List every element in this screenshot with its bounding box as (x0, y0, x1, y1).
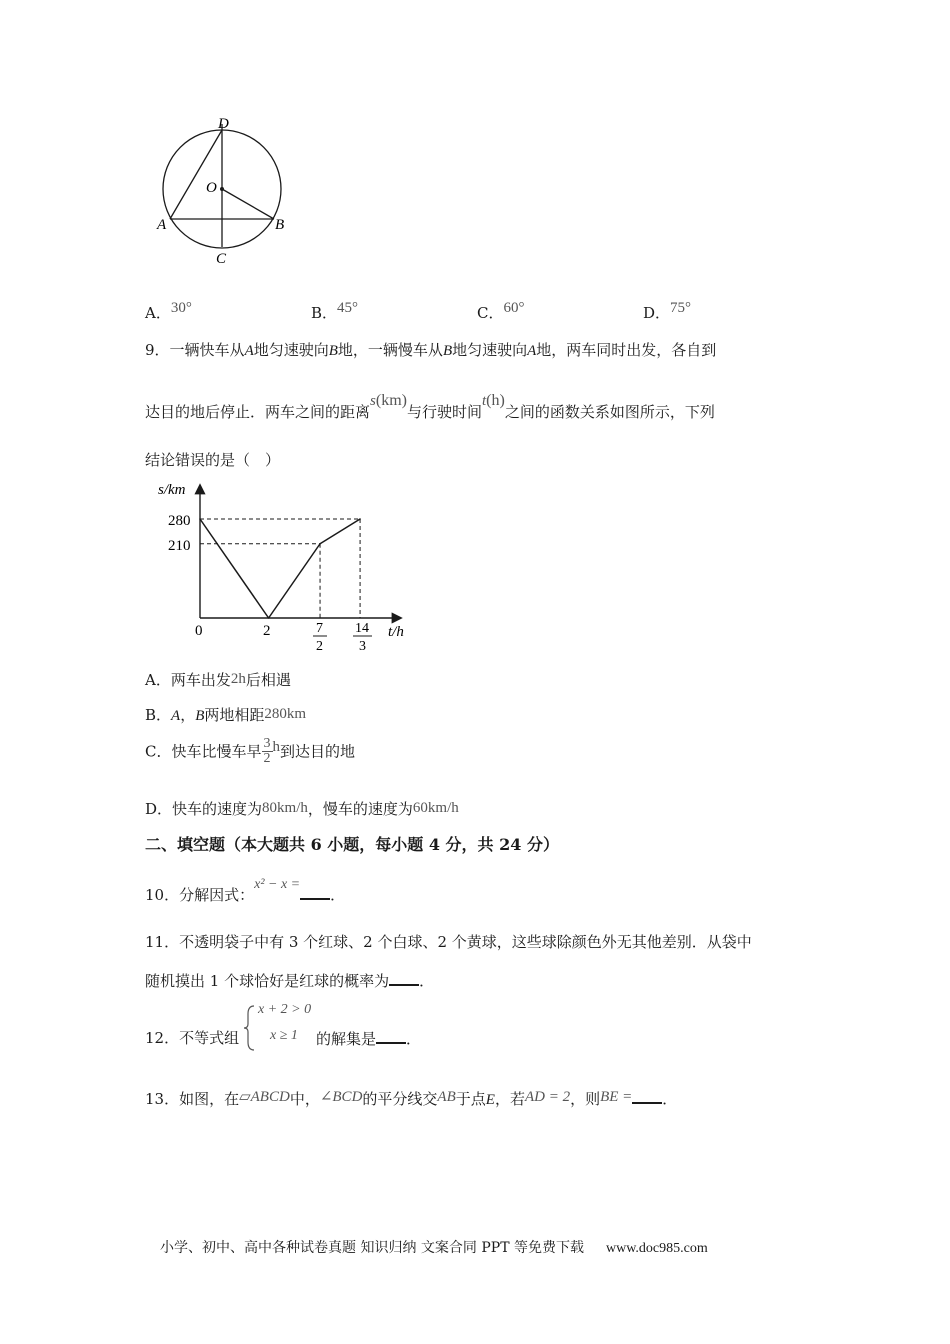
q9-line2: 达目的地后停止．两车之间的距离s(km)与行驶时间t(h)之间的函数关系如图所示，下列 (145, 392, 715, 421)
q11-line2: 随机摸出 1 个球恰好是红球的概率为 ． (145, 972, 435, 990)
circle-figure (150, 112, 300, 272)
chord-ad (170, 130, 222, 219)
q10: 10．分解因式：x² − x =． (145, 877, 346, 904)
q12-answer-blank[interactable] (376, 1028, 406, 1044)
distance-time-chart (150, 478, 420, 658)
q8-option-d[interactable]: D．75° (643, 300, 692, 322)
q12-inequality-2: x ≥ 1 (270, 1028, 298, 1043)
series-segment-2 (269, 544, 320, 618)
section-heading-fill-in: 二、填空题（本大题共 6 小题，每小题 4 分，共 24 分） (145, 835, 559, 854)
q8-option-c[interactable]: C．60° (477, 300, 525, 322)
center-point (220, 187, 224, 191)
footer (160, 1238, 708, 1259)
label-d: D (218, 116, 229, 132)
q8-option-a[interactable]: A．30° (145, 300, 192, 322)
q12-tail: 的解集是 ． (316, 1030, 422, 1048)
q13: 13．如图，在▱ABCD中，∠BCD的平分线交AB于点E，若AD = 2，则BE = ． (145, 1089, 678, 1108)
label-b: B (275, 217, 285, 233)
q9-option-a[interactable]: A．两车出发2h后相遇 (145, 671, 291, 689)
q9-option-c[interactable]: C．快车比慢车早 $\frac{3}{2}$ h到达目的地 (145, 736, 356, 766)
series-segment-3 (320, 519, 360, 544)
data-point-3 (319, 543, 321, 545)
q9-line3: 结论错误的是（ ） (145, 451, 281, 469)
y-axis-label: s/km (158, 482, 186, 498)
series-segment-1 (200, 519, 269, 618)
q10-answer-blank[interactable] (300, 884, 330, 900)
q13-answer-blank[interactable] (632, 1088, 662, 1104)
label-o: O (206, 180, 217, 196)
q9-line1: 9．一辆快车从A地匀速驶向B地，一辆慢车从B地匀速驶向A地，两车同时出发，各自到 (145, 341, 717, 359)
x-tick-7-num: 7 (316, 621, 323, 636)
q11-answer-blank[interactable] (389, 970, 419, 986)
footer-url[interactable]: www.doc985.com (605, 1241, 708, 1256)
q12-inequality-1: x + 2 > 0 (258, 1002, 312, 1017)
x-axis-label: t/h (388, 624, 404, 640)
x-tick-14-num: 14 (355, 621, 369, 636)
q12: 12．不等式组 (145, 1029, 240, 1047)
data-point-4 (359, 518, 361, 520)
q11-line1: 11．不透明袋子中有 3 个红球、2 个白球、2 个黄球，这些球除颜色外无其他差别．从袋中 (145, 933, 752, 951)
q12-brace (243, 1004, 257, 1052)
q8-option-b[interactable]: B．45° (311, 300, 359, 322)
y-tick-280: 280 (168, 513, 191, 529)
q9-option-d[interactable]: D．快车的速度为80km/h，慢车的速度为60km/h (145, 800, 459, 818)
q9-option-b[interactable]: B．A，B两地相距280km (145, 706, 307, 724)
x-tick-7-den: 2 (316, 639, 323, 654)
y-tick-210: 210 (168, 538, 191, 554)
radius-ob (222, 189, 274, 219)
data-point-1 (199, 518, 201, 520)
x-tick-14-den: 3 (359, 639, 366, 654)
x-tick-2: 2 (263, 623, 271, 639)
label-c: C (216, 251, 227, 267)
label-a: A (157, 217, 167, 233)
data-point-2 (268, 617, 270, 619)
x-tick-0: 0 (195, 623, 203, 639)
footer-text: 小学、初中、高中各种试卷真题 知识归纳 文案合同 PPT 等免费下载 (160, 1240, 584, 1256)
